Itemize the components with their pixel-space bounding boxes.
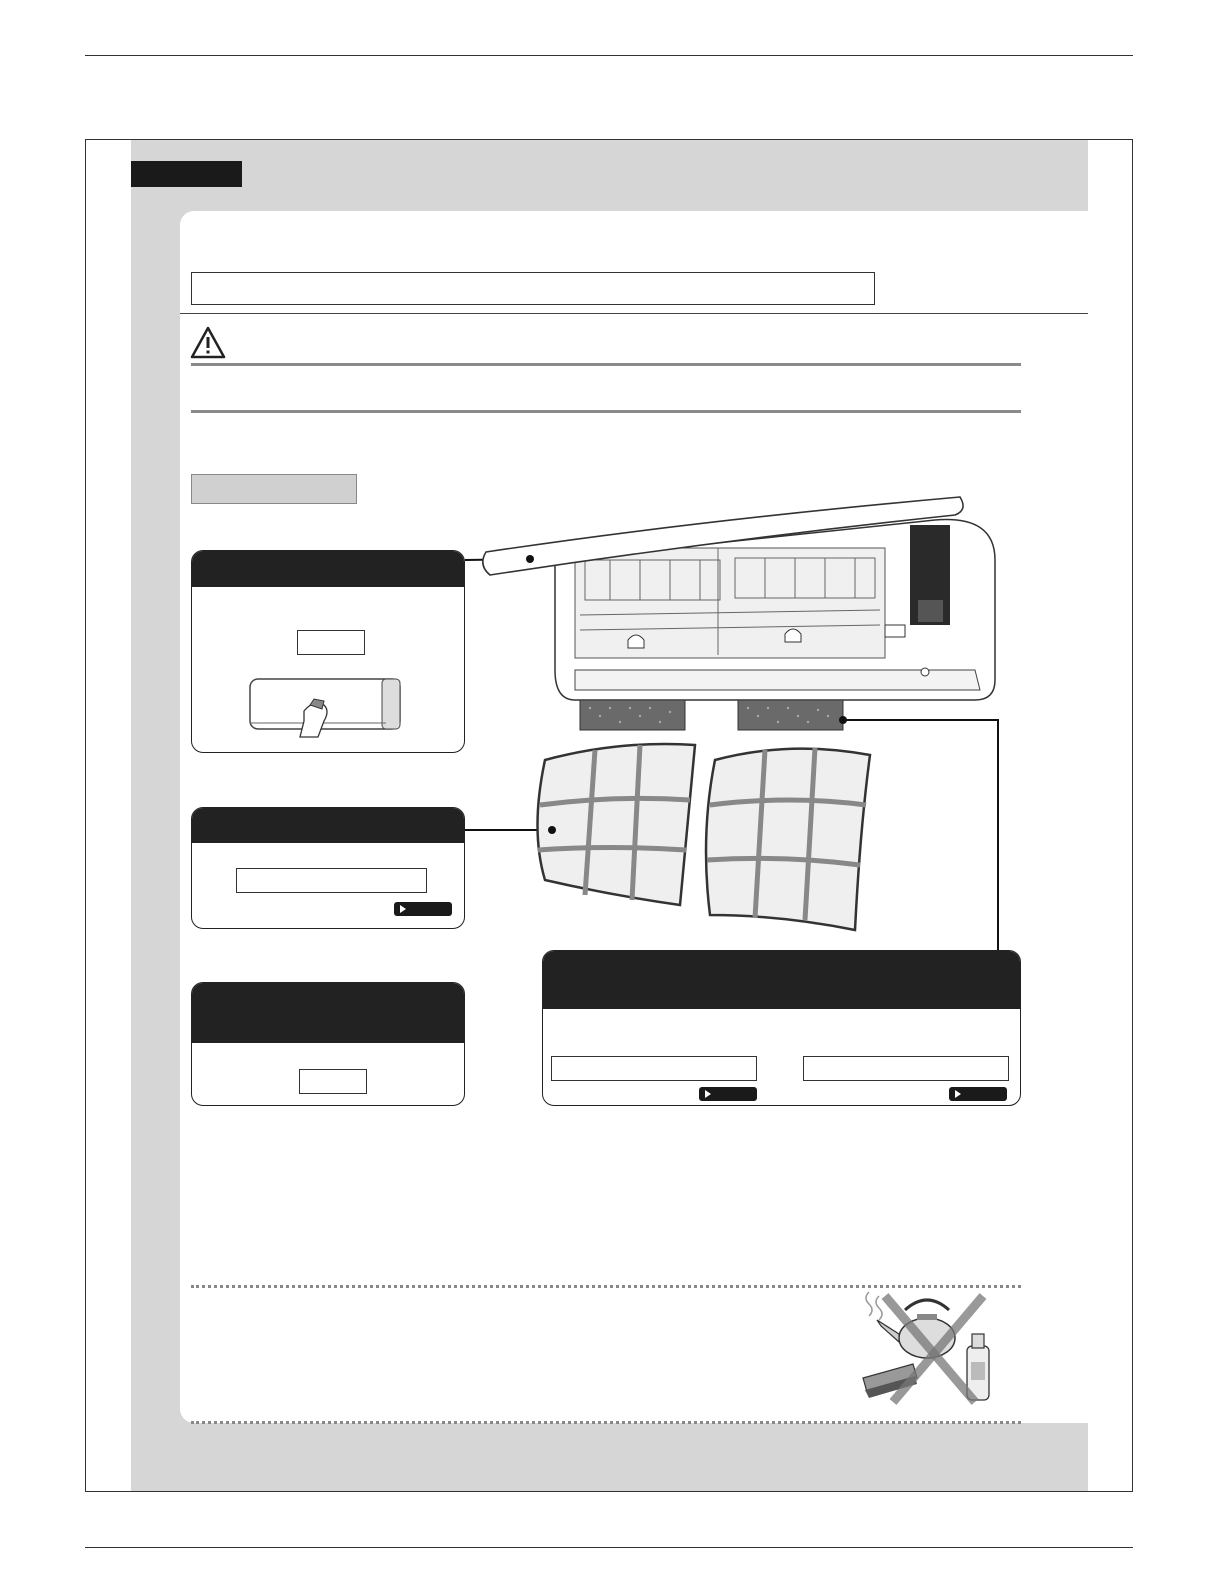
prohibited-items-illustration	[855, 1290, 1005, 1410]
note-top-separator	[191, 1285, 1021, 1288]
note-bottom-separator	[191, 1421, 1021, 1424]
